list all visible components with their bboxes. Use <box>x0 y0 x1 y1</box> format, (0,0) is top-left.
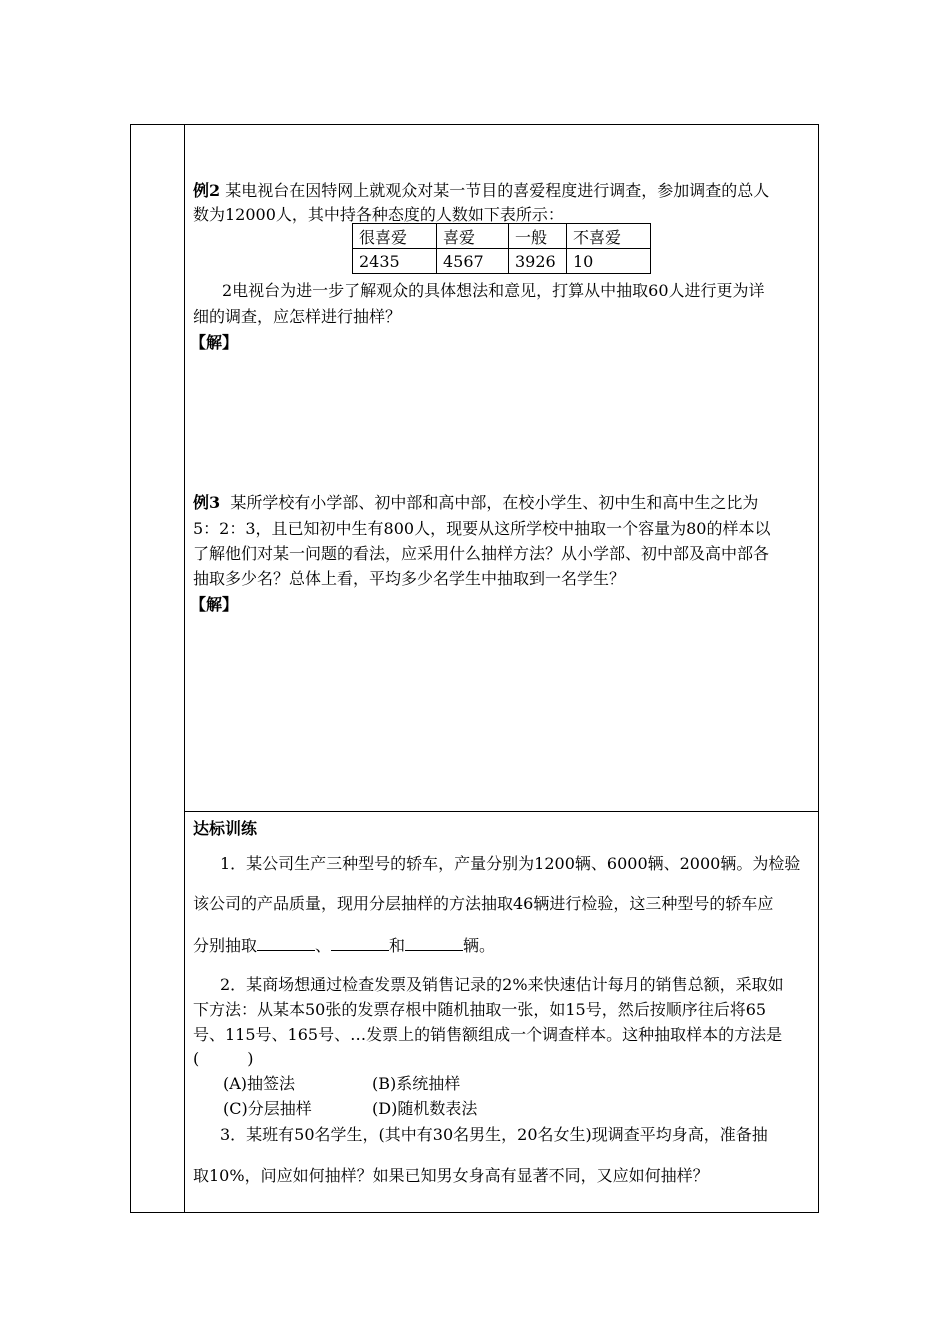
q1-line3: 分别抽取 、 和 辆。 <box>193 936 496 955</box>
example2-label: 例2 <box>193 181 221 200</box>
table-cell: 很喜爱 <box>353 224 437 249</box>
q2-line3: 号、115号、165号、…发票上的销售额组成一个调查样本。这种抽取样本的方法是 <box>193 1025 783 1044</box>
blank-field <box>331 936 389 951</box>
example3-line2: 5：2：3，且已知初中生有800人，现要从这所学校中抽取一个容量为80的样本以 <box>193 519 771 538</box>
q2-option-a: (A)抽签法 <box>223 1074 296 1093</box>
table-row <box>353 249 651 274</box>
blank-field <box>257 936 315 951</box>
table-cell: 一般 <box>509 224 567 249</box>
example2-line2: 数为12000人，其中持各种态度的人数如下表所示： <box>193 205 564 224</box>
table-cell: 10 <box>567 249 651 274</box>
column-divider <box>184 125 185 1212</box>
table-cell: 不喜爱 <box>567 224 651 249</box>
example2-line4: 细的调查，应怎样进行抽样？ <box>193 307 402 326</box>
example2-line1: 例2 某电视台在因特网上就观众对某一节目的喜爱程度进行调查，参加调查的总人 <box>193 181 770 200</box>
q2-option-b: (B)系统抽样 <box>372 1074 461 1093</box>
q2-option-c: (C)分层抽样 <box>223 1099 312 1118</box>
example3-line4: 抽取多少名？总体上看，平均多少名学生中抽取到一名学生？ <box>193 569 626 588</box>
example3-answer-label: 【解】 <box>190 595 239 614</box>
q3-line2: 取10%，问应如何抽样？如果已知男女身高有显著不同，又应如何抽样？ <box>193 1166 709 1185</box>
example2-answer-label: 【解】 <box>190 333 239 352</box>
q3-line1: 3．某班有50名学生，(其中有30名男生，20名女生)现调查平均身高，准备抽 <box>220 1125 768 1144</box>
q1-line1: 1．某公司生产三种型号的轿车，产量分别为1200辆、6000辆、2000辆。为检验 <box>220 854 801 873</box>
blank-field <box>405 936 463 951</box>
q2-line1: 2．某商场想通过检查发票及销售记录的2%来快速估计每月的销售总额，采取如 <box>220 975 784 994</box>
example3-label: 例3 <box>193 493 221 512</box>
table-cell: 喜爱 <box>437 224 509 249</box>
example3-line1: 例3 某所学校有小学部、初中部和高中部，在校小学生、初中生和高中生之比为 <box>193 493 759 512</box>
q2-line4: ( ) <box>193 1049 254 1068</box>
table-cell: 4567 <box>437 249 509 274</box>
q2-option-d: (D)随机数表法 <box>372 1099 478 1118</box>
attitude-table <box>352 223 651 274</box>
q2-line2: 下方法：从某本50张的发票存根中随机抽取一张，如15号，然后按顺序往后将65 <box>193 1000 767 1019</box>
section-divider <box>184 811 818 812</box>
example2-line3: 2电视台为进一步了解观众的具体想法和意见，打算从中抽取60人进行更为详 <box>222 281 765 300</box>
table-cell: 3926 <box>509 249 567 274</box>
q1-line2: 该公司的产品质量，现用分层抽样的方法抽取46辆进行检验，这三种型号的轿车应 <box>193 894 774 913</box>
table-header-row <box>353 224 651 249</box>
practice-title: 达标训练 <box>193 819 258 838</box>
example3-line3: 了解他们对某一问题的看法，应采用什么抽样方法？从小学部、初中部及高中部各 <box>193 544 770 563</box>
table-cell: 2435 <box>353 249 437 274</box>
